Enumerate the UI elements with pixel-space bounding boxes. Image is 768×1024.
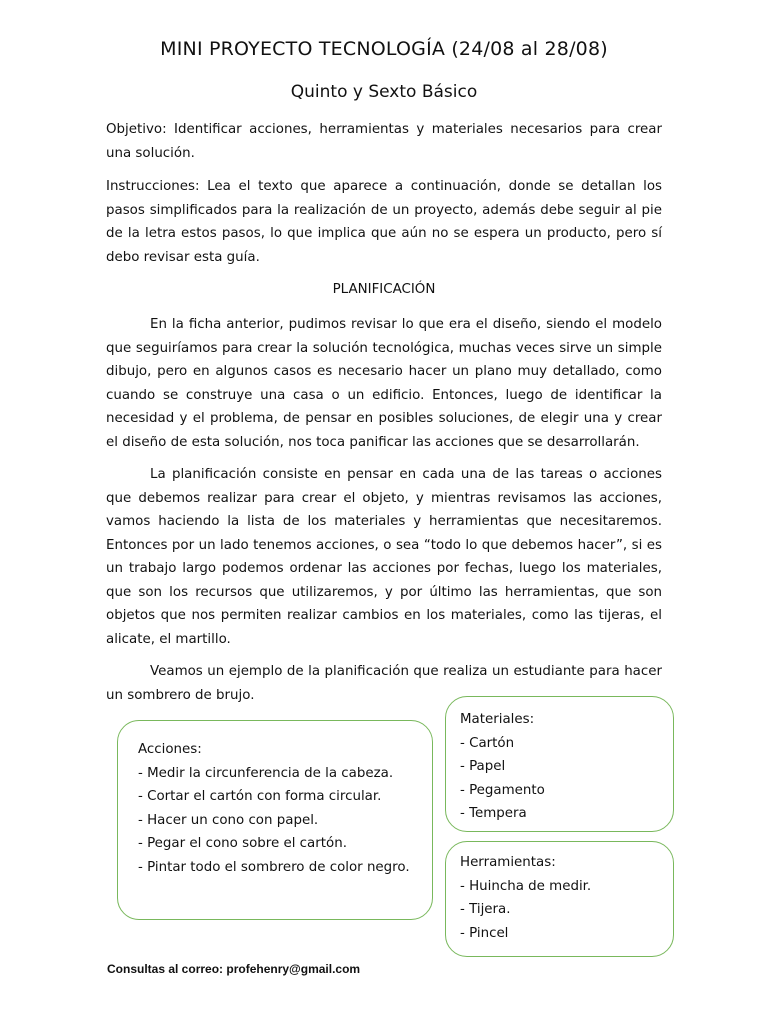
list-item: - Papel xyxy=(460,759,506,774)
body-paragraph-3: Veamos un ejemplo de la planificación que realiza un estudiante para hacer un sombrero de brujo. xyxy=(106,664,662,703)
herramientas-list xyxy=(460,875,659,946)
list-item: - Tijera. xyxy=(460,902,511,917)
list-item: - Hacer un cono con papel. xyxy=(138,812,319,828)
acciones-box xyxy=(117,720,433,920)
list-item: - Cortar el cartón con forma circular. xyxy=(138,789,382,804)
list-item: - Cartón xyxy=(460,735,515,751)
materiales-list xyxy=(460,732,659,826)
list-item: - Pincel xyxy=(460,925,509,941)
body-paragraph-2: La planificación consiste en pensar en cada una de las tareas o acciones que debemos realizar para crear el objeto, y mientras revisamos las acciones, vamos haciendo la lista de los materiales y herramientas que necesitaremos. Entonces por un lado tenemos acciones, o sea “todo lo que debemos hacer”, si es un trabajo largo podemos ordenar las acciones por fechas, luego los materiales, que son los recursos que utilizaremos, y por último las herramientas, que son objetos que nos permiten realizar cambios en los materiales, como las tijeras, el alicate, el martillo. xyxy=(106,467,662,647)
materiales-title: Materiales: xyxy=(460,712,535,727)
herramientas-title: Herramientas: xyxy=(460,855,556,870)
instructions-paragraph: Instrucciones: Lea el texto que aparece a continuación, donde se detallan los pasos simplificados para la realización de un proyecto, además debe seguir al pie de la letra estos pasos, lo que implica que aún no se espera un producto, pero sí debo revisar esta guía. xyxy=(106,179,662,265)
list-item: - Medir la circunferencia de la cabeza. xyxy=(138,765,394,781)
list-item: - Huincha de medir. xyxy=(460,878,592,894)
list-item: - Pintar todo el sombrero de color negro. xyxy=(138,859,410,875)
objective-paragraph: Objetivo: Identificar acciones, herramientas y materiales necesarios para crear una solución. xyxy=(106,122,662,161)
page-title: MINI PROYECTO TECNOLOGÍA (24/08 al 28/08) xyxy=(160,38,608,60)
acciones-list xyxy=(138,762,413,880)
body-paragraph-1: En la ficha anterior, pudimos revisar lo que era el diseño, siendo el modelo que seguiríamos para crear la solución tecnológica, muchas veces sirve un simple dibujo, pero en algunos casos es necesario hacer un plano muy detallado, como cuando se construye una casa o un edificio. Entonces, luego de identificar la necesidad y el problema, de pensar en posibles soluciones, de elegir una y crear el diseño de esta solución, nos toca panificar las acciones que se desarrollarán. xyxy=(106,317,662,450)
page-subtitle: Quinto y Sexto Básico xyxy=(290,82,478,102)
herramientas-box xyxy=(445,841,674,957)
contact-footer: Consultas al correo: profehenry@gmail.com xyxy=(107,962,361,976)
list-item: - Tempera xyxy=(460,806,527,821)
materiales-box xyxy=(445,696,674,832)
acciones-title: Acciones: xyxy=(138,742,202,757)
section-heading: PLANIFICACIÓN xyxy=(332,282,436,297)
list-item: - Pegar el cono sobre el cartón. xyxy=(138,836,347,851)
list-item: - Pegamento xyxy=(460,782,545,798)
